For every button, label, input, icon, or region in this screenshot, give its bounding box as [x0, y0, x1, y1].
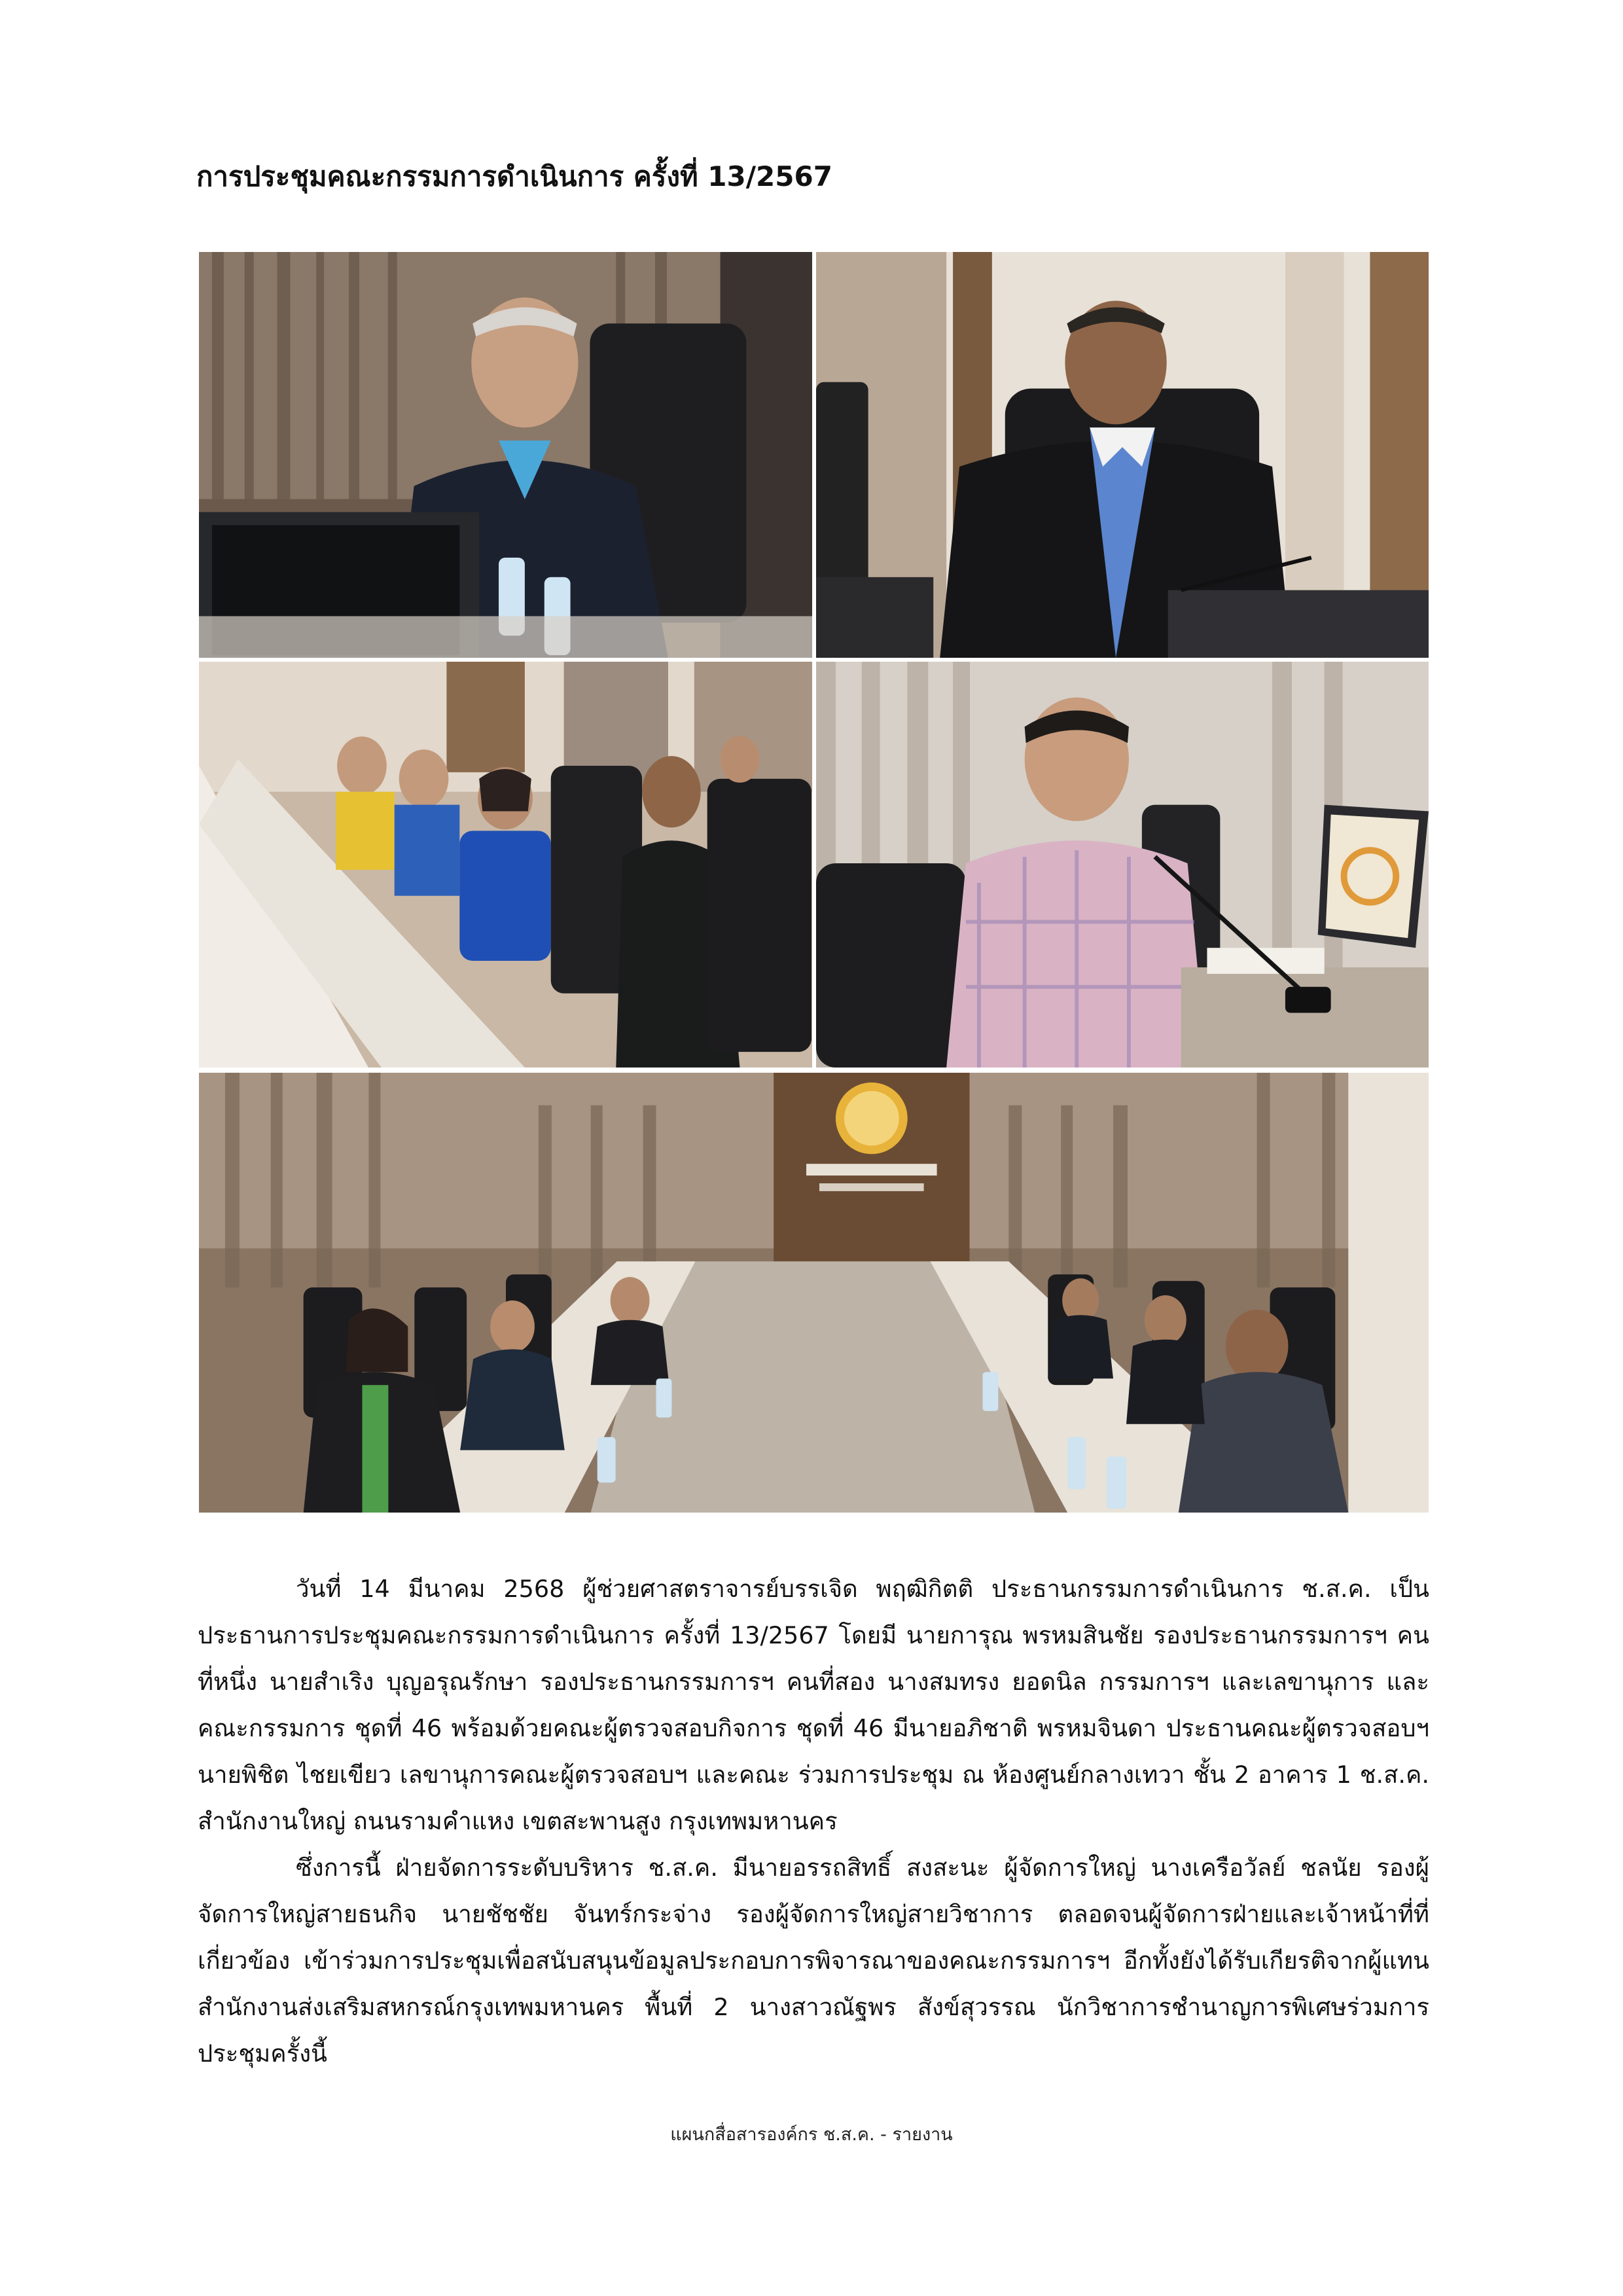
article-paragraph-1: วันที่ 14 มีนาคม 2568 ผู้ช่วยศาสตราจารย์บรรเจิด พฤฒิกิตติ ประธานกรรมการดำเนินการ ช.ส.ค. เป็นประธานการประชุมคณะกรรมการดำเนินการ ครั้งที่ 13/2567 โดยมี นายการุณ พรหมสินชัย รองประธานกรรมการฯ คนที่หนึ่ง นายสำเริง บุญอรุณรักษา รองประธานกรรมการฯ คนที่สอง นางสมทรง ยอดนิล กรรมการฯ และเลขานุการ และคณะกรรมการ ชุดที่ 46 พร้อมด้วยคณะผู้ตรวจสอบกิจการ ชุดที่ 46 มีนายอภิชาติ พรหมจินดา ประธานคณะผู้ตรวจสอบฯ นายพิชิต ไชยเขียว เลขานุการคณะผู้ตรวจสอบฯ และคณะ ร่วมการประชุม ณ ห้องศูนย์กลางเทวา ชั้น 2 อาคาร 1 ช.ส.ค. สำนักงานใหญ่ ถนนรามคำแหง เขตสะพานสูง กรุงเทพมหานคร [198, 1575, 1429, 1835]
report-footer: แผนกสื่อสารองค์กร ช.ส.ค. - รายงาน [670, 2125, 953, 2145]
article-paragraph-2: ซึ่งการนี้ ฝ่ายจัดการระดับบริหาร ช.ส.ค. มีนายอรรถสิทธิ์ สงสะนะ ผู้จัดการใหญ่ นางเครือวัลย์ ชลนัย รองผู้จัดการใหญ่สายธนกิจ นายชัชชัย จันทร์กระจ่าง รองผู้จัดการใหญ่สายวิชาการ ตลอดจนผู้จัดการฝ่ายและเจ้าหน้าที่ที่เกี่ยวข้อง เข้าร่วมการประชุมเพื่อสนับสนุนข้อมูลประกอบการพิจารณาของคณะกรรมการฯ อีกทั้งยังได้รับเกียรติจากผู้แทนสำนักงานส่งเสริมสหกรณ์กรุงเทพมหานคร พื้นที่ 2 นางสาวณัฐพร สังข์สุวรรณ นักวิชาการชำนาญการพิเศษร่วมการประชุมครั้งนี้ [198, 1854, 1429, 2068]
meeting-photo-vice-chairman [815, 251, 1430, 659]
meeting-photo-wide-room [198, 1071, 1430, 1514]
meeting-photo-member-laptop [815, 660, 1430, 1069]
document-title: การประชุมคณะกรรมการดำเนินการ ครั้งที่ 13/2567 [196, 160, 832, 192]
article-body [198, 1566, 1429, 2077]
meeting-photo-committee-table [198, 660, 813, 1069]
meeting-photo-chairman [198, 251, 813, 659]
